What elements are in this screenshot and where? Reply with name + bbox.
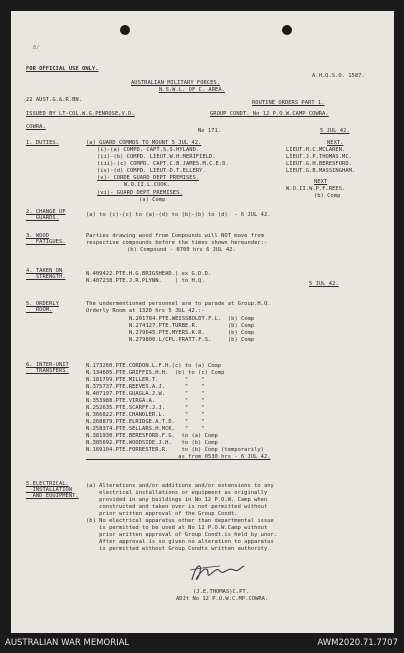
transfer-row: N.385692.PTE.WOODSIDE.J.H. to (b) Comp	[86, 440, 218, 446]
footer-institution: AUSTRALIAN WAR MEMORIAL	[5, 638, 130, 648]
handwritten-signature	[186, 558, 248, 586]
orderly-room-person: N.274127.PTE.TURBE.R. (b) Comp	[129, 323, 255, 329]
orderly-room-heading: 5. ORDERLY ROOM.	[26, 301, 59, 313]
signatory-title: ADJt No 12 P.O.W.C.MP.COWRA.	[176, 596, 269, 602]
transfer-row: N.258374.PTE.SELLARS.H.MCK. " "	[86, 426, 205, 432]
electrical-line: electrical installations or equipment as originally	[86, 490, 268, 496]
next-warrant-officer: W.O.II.W.P.F.REES.	[286, 186, 346, 192]
unit-name: 22 AUST.G.&.R.BN.	[26, 97, 83, 103]
electrical-line: prior written approval of the Group Condt.	[86, 511, 238, 517]
official-use: FOR OFFICIAL USE ONLY.	[26, 66, 99, 72]
electrical-line: provided in any buildings in No 12 P.O.W. Camp when	[86, 497, 268, 503]
transfer-row: as from 0530 hrs - 6 JUL 42.	[86, 454, 271, 460]
footer-accession-number: AWM2020.71.7707	[317, 638, 398, 648]
strength-line: N.409422.PTE.H.G.BRIGSHEAD.) ex G.D.D.	[86, 271, 212, 277]
change-guards-text: (a) to (c)-(c) to (a)-(d) to (b)-(b) to (d) - 6 JUL 42.	[86, 212, 271, 218]
wood-fatigues-line: Parties drawing wood from Compounds will NOT move from	[86, 233, 264, 239]
strength-date: 5 JUL 42.	[309, 281, 339, 287]
transfer-row: N.173260.PTE.CORDON.L.F.H.(c) to (a) Comp	[86, 363, 222, 369]
duties-line: W.O.II.L.COOK.	[124, 182, 171, 188]
punch-hole	[120, 25, 130, 35]
taken-on-strength-heading: 4. TAKEN ON STRENGTH.	[26, 268, 66, 280]
order-number: No 171.	[198, 128, 222, 134]
routine-orders: ROUTINE ORDERS PART 1.	[252, 100, 325, 106]
order-date: 5 JUL 42.	[320, 128, 350, 134]
wood-fatigues-line: respective compounds before the times shown hereunder:-	[86, 240, 268, 246]
orderly-room-line: The undermentioned personnel are to parade at Group.H.Q.	[86, 301, 271, 307]
electrical-line: is permitted to be used at No 12 P.O.W.Camp without	[86, 525, 268, 531]
transfer-row: N.181799.PTE.MILLER.T. " "	[86, 377, 205, 383]
transfers-heading: 6. INTER-UNIT TRANSFERS.	[26, 362, 69, 374]
transfer-row: N.268879.PTE.ELRIDGE.A.T.D. " "	[86, 419, 205, 425]
next-officer: LIEUT.G.B.MASSINGHAM.	[286, 168, 356, 174]
duties-line: (iv)-(d) COMPD. LIEUT.D.T.ELLERY.	[97, 168, 206, 174]
duties-line: (vi)- GUARD DEPT PREMISES.	[97, 190, 183, 196]
ahq-reference: A.H.Q.S.O. 1587.	[312, 73, 365, 79]
next-officer: LIEUT.H.C.MCLAREN.	[286, 147, 346, 153]
transfer-row: N.381930.PTE.BERESFORD.F.G. to (a) Comp	[86, 433, 218, 439]
transfer-row: N.134605.PTE.GRIFFIS.H.H. (b) to (c) Comp	[86, 370, 225, 376]
document-page	[11, 11, 394, 633]
change-guards-heading: 2. CHANGE OF GUARDS.	[26, 209, 66, 221]
transfer-row: N.407197.PTE.GUAGLA.J.W. " "	[86, 391, 205, 397]
footer-bar	[0, 633, 404, 653]
next-officer: LIEUT.G.H.BERESFORD.	[286, 161, 352, 167]
electrical-line: prior written approval of Group Condt.is held by unor.	[86, 532, 278, 538]
forces-heading: AUSTRALIAN MILITARY FORCES.	[131, 80, 220, 86]
punch-hole	[282, 25, 292, 35]
orderly-room-person: N.279800.L/CPL.PRATT.F.S. (b) Comp	[129, 337, 255, 343]
corner-mark: 8/	[33, 45, 40, 51]
transfer-row: N.366822.PTE.CHANDLER.L. " "	[86, 412, 205, 418]
orderly-room-person: N.279645.PTE.MYERS.K.R. (b) Comp	[129, 330, 255, 336]
duties-line: (a) GUARD COMMDS TO MOUNT 5 JUL 42.	[86, 140, 202, 146]
wood-fatigues-heading: 3. WOOD FATIGUES.	[26, 233, 66, 245]
transfer-row: N.375737.PTE.REEVES.A.J. " "	[86, 384, 205, 390]
duties-line: (i)-(a) COMPD. CAPT.S.S.HYLAND.	[97, 147, 200, 153]
cowra: COWRA.	[26, 124, 46, 130]
orderly-room-line: Orderly Room at 1320 hrs 5 JUL 42.:-	[86, 308, 205, 314]
strength-line: N.407238.PTE.J.R.PLYNN. ) to H.Q.	[86, 278, 205, 284]
duties-line: (iii)-(c) COMPD. CAPT.C.B.JAMES.M.C.E.D.	[97, 161, 229, 167]
transfer-row: N.169104.PTE.FORRESTER.R. to (b) Comp (temporarily)	[86, 447, 264, 453]
duties-heading: 1. DUTIES.	[26, 140, 59, 146]
next-officer: LIEUT.J.P.THOMAS.MC.	[286, 154, 352, 160]
electrical-line: (a) Alterations and/or additions and/or extensions to any	[86, 483, 274, 489]
duties-line: (ii)-(b) COMPD. LIEUT.W.H.MERIFIELD.	[97, 154, 216, 160]
duties-line: (a) Comp	[139, 197, 166, 203]
next-heading: NEXT.	[327, 140, 344, 146]
duties-line: (v)- CORDE GUARD DEPT PREMISES.	[97, 175, 200, 181]
next-compound: (b) Comp	[314, 193, 341, 199]
group-condt: GROUP CONDT. No 12 P.O.W.CAMP COWRA.	[210, 111, 329, 117]
orderly-room-person: N.201784.PTE.WEISSBOLDT.F.L. (b) Comp	[129, 316, 255, 322]
signatory-name: (J.E.THOMAS)C.PT.	[193, 589, 250, 595]
electrical-line: (b) No electrical apparatus other than departmental issue	[86, 518, 274, 524]
electrical-line: is permitted without Group Condts written authority.	[86, 546, 271, 552]
wood-fatigues-line: (b) Compound - 0700 hrs 6 JUL 42.	[127, 247, 236, 253]
area-heading: N.S.W.L. OF C. AREA.	[159, 87, 225, 93]
next-heading-2: NEXT	[314, 179, 328, 185]
transfer-row: N.252635.PTE.SCARFF.J.J. " "	[86, 405, 205, 411]
electrical-heading: 5.ELECTRICAL. INSTALLATION AND EQUIPMENT.	[26, 481, 79, 499]
transfer-row: N.353988.PTE.VIRGA.A. " "	[86, 398, 205, 404]
issued-by: ISSUED BY LT-COL.W.G.PENROSE,V.D.	[26, 111, 135, 117]
electrical-line: After approval is so given no alteration to apparatus	[86, 539, 274, 545]
electrical-line: constructed and taken over is not permitted without	[86, 504, 268, 510]
